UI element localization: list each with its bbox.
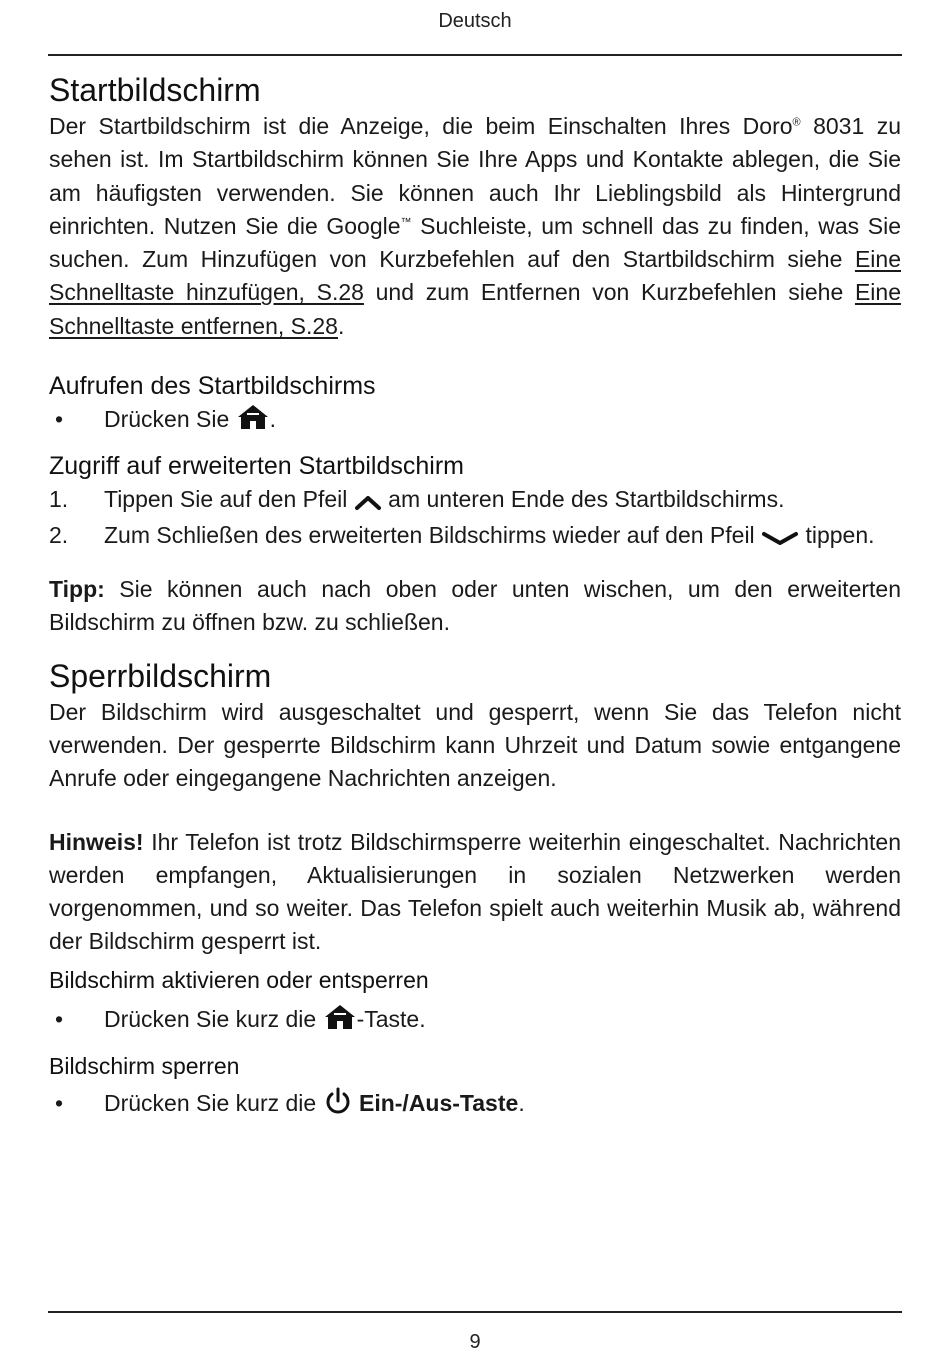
header-rule xyxy=(48,54,902,56)
list-item: • Drücken Sie kurz die -Taste. xyxy=(49,1003,901,1039)
tip-paragraph: Tipp: Sie können auch nach oben oder unten wischen, um den erweiterten Bildschirm zu öffnen bzw. zu schließen. xyxy=(49,576,901,636)
note-label: Hinweis! xyxy=(49,828,144,855)
section-title-sperrbildschirm: Sperrbildschirm xyxy=(49,657,272,694)
chevron-up-icon xyxy=(354,487,382,519)
list-item: • Drücken Sie . xyxy=(49,403,901,439)
list-number: 1. xyxy=(49,486,69,513)
link-schnelltaste-hinzufuegen[interactable]: Eine Schnelltaste hinzufügen, S.28 xyxy=(49,246,901,306)
tip-label: Tipp: xyxy=(49,576,105,603)
power-key-label: Ein-/Aus-Taste xyxy=(358,1089,519,1116)
startbildschirm-intro-paragraph: Der Startbildschirm ist die Anzeige, die beim Einschalten Ihres Doro® 8031 zu sehen ist. Im Startbildschirm können Sie Ihre Apps und Kontakte ablegen, die Sie am häufigsten verwenden. Sie können auch Ihr Lieblingsbild als Hintergrund einrichten. Nutzen Sie die Google™ Suchleiste, um schnell das zu finden, was Sie suchen. Zum Hinzufügen von Kurzbefehlen auf den Startbildschirm siehe Eine Schnelltaste hinzufügen, S.28 und zum Entfernen von Kurzbefehlen siehe Eine Schnelltaste entfernen, S.28. xyxy=(49,113,902,339)
section-title-startbildschirm: Startbildschirm xyxy=(49,72,261,108)
subheading-bildschirm-sperren: Bildschirm sperren xyxy=(49,1052,240,1079)
trademark-mark: ™ xyxy=(400,216,412,229)
footer-rule xyxy=(48,1311,902,1313)
list-item: 1. Tippen Sie auf den Pfeil am unteren Ende des Startbildschirms. xyxy=(49,483,901,519)
list-item: • Drücken Sie kurz die Ein-/Aus-Taste. xyxy=(49,1087,901,1123)
link-schnelltaste-entfernen[interactable]: Eine Schnelltaste entfernen, S.28 xyxy=(49,279,902,339)
list-number: 2. xyxy=(49,522,69,549)
page-content xyxy=(49,70,901,1123)
power-icon xyxy=(323,1087,353,1123)
chevron-down-icon xyxy=(761,523,799,555)
registered-mark: ® xyxy=(792,116,801,129)
sperrbildschirm-intro-paragraph: Der Bildschirm wird ausgeschaltet und gesperrt, wenn Sie das Telefon nicht verwenden. Der gesperrte Bildschirm kann Uhrzeit und Datum sowie entgangene Anrufe oder eingegangene Nachrichten anzeigen. xyxy=(49,698,901,792)
bullet-marker: • xyxy=(55,406,64,433)
home-icon xyxy=(323,1003,357,1039)
bullet-marker: • xyxy=(55,1005,64,1032)
subheading-aufrufen-startbildschirm: Aufrufen des Startbildschirms xyxy=(49,372,376,401)
home-icon xyxy=(236,403,270,439)
running-header-language: Deutsch xyxy=(438,10,512,32)
page-number: 9 xyxy=(469,1331,481,1353)
bullet-marker: • xyxy=(55,1089,64,1116)
list-item: 2. Zum Schließen des erweiterten Bildschirms wieder auf den Pfeil tippen. xyxy=(49,519,901,555)
subheading-zugriff-erweiterter-startbildschirm: Zugriff auf erweiterten Startbildschirm xyxy=(49,452,464,481)
subheading-bildschirm-aktivieren: Bildschirm aktivieren oder entsperren xyxy=(49,966,429,993)
note-paragraph: Hinweis! Ihr Telefon ist trotz Bildschirmsperre weiterhin eingeschaltet. Nachrichten werden empfangen, Aktualisierungen in sozialen Netzwerken werden vorgenommen, und so weiter. Das Telefon spielt auch weiterhin Musik ab, während der Bildschirm gesperrt ist. xyxy=(49,828,901,955)
